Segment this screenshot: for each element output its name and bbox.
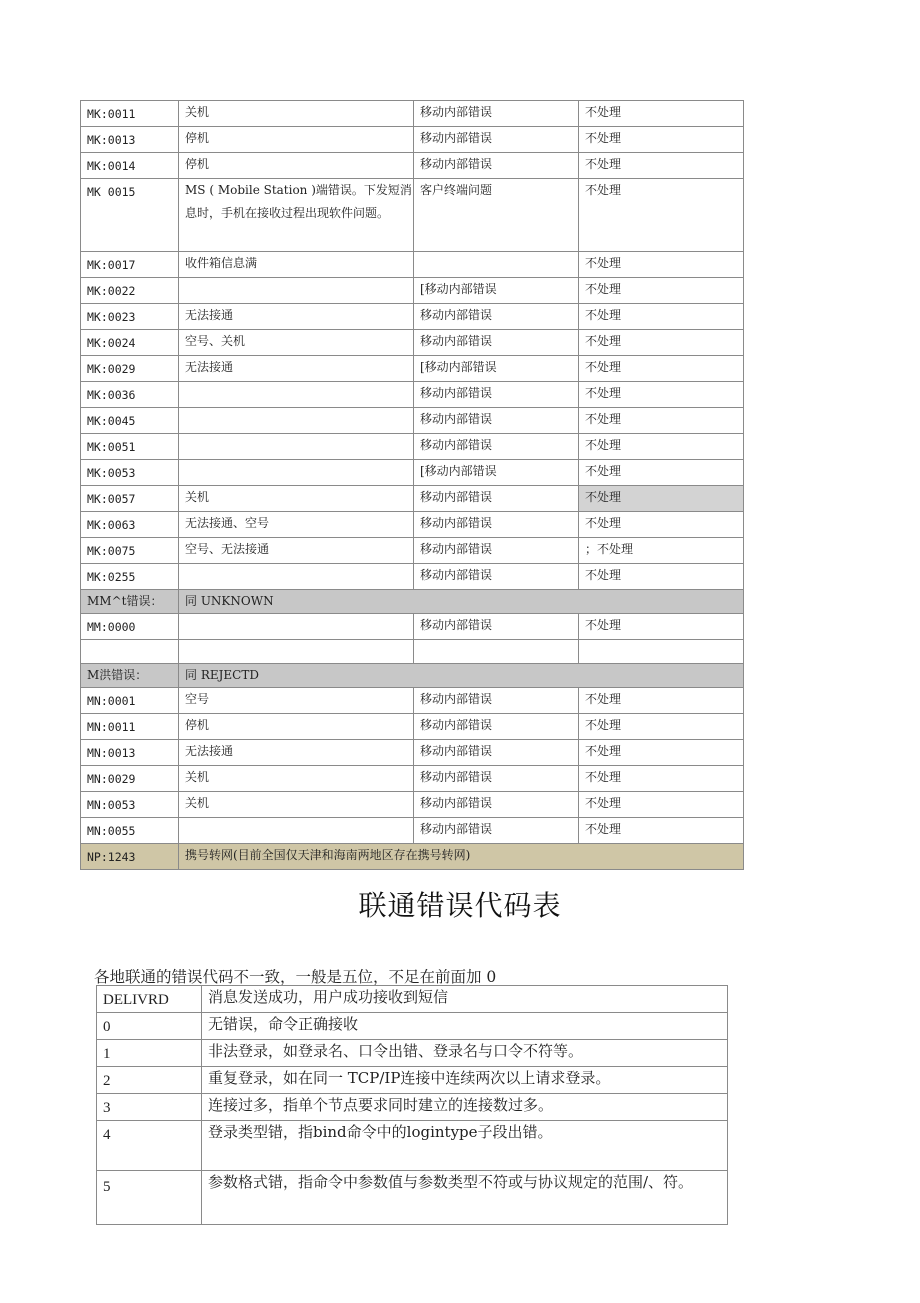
table-row — [81, 740, 744, 766]
error-description: 消息发送成功，用户成功接收到短信 — [202, 986, 728, 1013]
error-description — [179, 434, 414, 460]
table-row — [81, 179, 744, 252]
page-title: 联通错误代码表 — [358, 889, 562, 922]
error-action: 不处理 — [579, 714, 744, 740]
table-row — [97, 1171, 728, 1225]
error-cause: 移动内部错误 — [414, 792, 579, 818]
unicom-error-table — [96, 985, 728, 1225]
error-description: 无错误，命令正确接收 — [202, 1013, 728, 1040]
error-code: MN:0029 — [81, 766, 179, 792]
table-row — [81, 818, 744, 844]
error-code: MN:0055 — [81, 818, 179, 844]
error-code: 4 — [97, 1121, 202, 1171]
error-cause: 移动内部错误 — [414, 330, 579, 356]
table-row — [97, 1121, 728, 1171]
mobile-error-table — [80, 100, 744, 870]
error-action: 不处理 — [579, 408, 744, 434]
error-cause: 移动内部错误 — [414, 714, 579, 740]
error-description: 关机 — [179, 792, 414, 818]
error-action: 不处理 — [579, 127, 744, 153]
error-code: MK:0014 — [81, 153, 179, 179]
error-code: MK:0029 — [81, 356, 179, 382]
error-description: 重复登录，如在同一 TCP/IP连接中连续两次以上请求登录。 — [202, 1067, 728, 1094]
table-row — [81, 330, 744, 356]
table-row — [81, 614, 744, 640]
error-code: MK 0015 — [81, 179, 179, 252]
table-row — [97, 1013, 728, 1040]
empty-cell — [579, 640, 744, 664]
error-code: MK:0017 — [81, 252, 179, 278]
intro-text: 各地联通的错误代码不一致，一般是五位，不足在前面加 0 — [94, 968, 497, 986]
section-note: 同 REJECTD — [179, 664, 744, 688]
error-cause: 移动内部错误 — [414, 818, 579, 844]
error-description: 携号转网(目前全国仅天津和海南两地区存在携号转网) — [179, 844, 744, 870]
error-action: 不处理 — [579, 179, 744, 252]
table-row — [81, 486, 744, 512]
error-description: 无法接通 — [179, 304, 414, 330]
error-code: MK:0013 — [81, 127, 179, 153]
empty-cell — [81, 640, 179, 664]
error-action: 不处理 — [579, 766, 744, 792]
error-description: 无法接通 — [179, 740, 414, 766]
error-code: MN:0011 — [81, 714, 179, 740]
error-cause: 移动内部错误 — [414, 512, 579, 538]
error-action: 不处理 — [579, 688, 744, 714]
error-code: MN:0053 — [81, 792, 179, 818]
error-cause: [移动内部错误 — [414, 278, 579, 304]
table-row — [81, 127, 744, 153]
error-code: MK:0051 — [81, 434, 179, 460]
error-code: 1 — [97, 1040, 202, 1067]
error-code: NP:1243 — [81, 844, 179, 870]
error-code: 5 — [97, 1171, 202, 1225]
error-description — [179, 614, 414, 640]
error-action: 不处理 — [579, 382, 744, 408]
error-action: 不处理 — [579, 356, 744, 382]
error-cause: 移动内部错误 — [414, 740, 579, 766]
table-row — [81, 564, 744, 590]
error-action: 不处理 — [579, 252, 744, 278]
error-description: 关机 — [179, 766, 414, 792]
error-action: 不处理 — [579, 818, 744, 844]
error-description: 空号、无法接通 — [179, 538, 414, 564]
error-cause: 移动内部错误 — [414, 614, 579, 640]
error-code: MK:0053 — [81, 460, 179, 486]
error-description: MS ( Mobile Station )端错误。下发短消息时，手机在接收过程出现软件问题。 — [179, 179, 414, 252]
error-description: 非法登录，如登录名、口令出错、登录名与口令不符等。 — [202, 1040, 728, 1067]
blank-row — [81, 640, 744, 664]
error-cause: 移动内部错误 — [414, 153, 579, 179]
error-description: 停机 — [179, 127, 414, 153]
error-cause: 客户终端问题 — [414, 179, 579, 252]
error-code: MK:0024 — [81, 330, 179, 356]
error-action: 不处理 — [579, 614, 744, 640]
error-cause: 移动内部错误 — [414, 564, 579, 590]
error-code: MK:0045 — [81, 408, 179, 434]
error-action: 不处理 — [579, 101, 744, 127]
table-row — [81, 278, 744, 304]
error-action: 不处理 — [579, 740, 744, 766]
error-code: MK:0011 — [81, 101, 179, 127]
error-action: 不处理 — [579, 512, 744, 538]
error-description: 参数格式错，指命令中参数值与参数类型不符或与协议规定的范围/、符。 — [202, 1171, 728, 1225]
error-description: 收件箱信息满 — [179, 252, 414, 278]
table-row — [97, 1094, 728, 1121]
error-code: MK:0057 — [81, 486, 179, 512]
error-cause: [移动内部错误 — [414, 356, 579, 382]
table-row — [97, 1040, 728, 1067]
error-description — [179, 564, 414, 590]
error-action: 不处理 — [579, 153, 744, 179]
error-action: 不处理 — [579, 486, 744, 512]
table-row — [97, 986, 728, 1013]
empty-cell — [414, 640, 579, 664]
error-action: 不处理 — [579, 460, 744, 486]
error-description: 无法接通 — [179, 356, 414, 382]
error-cause: 移动内部错误 — [414, 538, 579, 564]
error-cause: 移动内部错误 — [414, 382, 579, 408]
error-code: MK:0022 — [81, 278, 179, 304]
error-code: MK:0255 — [81, 564, 179, 590]
error-cause: 移动内部错误 — [414, 766, 579, 792]
section-label: MM^t错误： — [81, 590, 179, 614]
error-cause: 移动内部错误 — [414, 434, 579, 460]
error-code: MK:0063 — [81, 512, 179, 538]
error-code: MK:0023 — [81, 304, 179, 330]
error-cause: 移动内部错误 — [414, 304, 579, 330]
error-code: MK:0036 — [81, 382, 179, 408]
error-code: MN:0001 — [81, 688, 179, 714]
table-row — [81, 382, 744, 408]
table-row — [81, 538, 744, 564]
error-action: ；不处理 — [579, 538, 744, 564]
error-cause: 移动内部错误 — [414, 101, 579, 127]
table-row — [81, 792, 744, 818]
error-code: 3 — [97, 1094, 202, 1121]
error-description — [179, 818, 414, 844]
table-row — [81, 356, 744, 382]
table-row — [81, 512, 744, 538]
table-row — [81, 304, 744, 330]
table-row — [97, 1067, 728, 1094]
table-row — [81, 766, 744, 792]
error-code: 0 — [97, 1013, 202, 1040]
error-description — [179, 382, 414, 408]
error-cause: [移动内部错误 — [414, 460, 579, 486]
error-action: 不处理 — [579, 434, 744, 460]
section-label: M洪错误： — [81, 664, 179, 688]
table-row — [81, 460, 744, 486]
error-code: MK:0075 — [81, 538, 179, 564]
table-row — [81, 153, 744, 179]
error-code: DELIVRD — [97, 986, 202, 1013]
table-row — [81, 434, 744, 460]
error-description — [179, 460, 414, 486]
error-action: 不处理 — [579, 304, 744, 330]
error-description: 空号 — [179, 688, 414, 714]
table-row — [81, 101, 744, 127]
error-cause — [414, 252, 579, 278]
error-description: 停机 — [179, 153, 414, 179]
error-description: 登录类型错，指bind命令中的logintype子段出错。 — [202, 1121, 728, 1171]
error-action: 不处理 — [579, 564, 744, 590]
error-cause: 移动内部错误 — [414, 408, 579, 434]
empty-cell — [179, 640, 414, 664]
error-description: 无法接通、空号 — [179, 512, 414, 538]
table-row — [81, 408, 744, 434]
error-action: 不处理 — [579, 330, 744, 356]
error-description: 停机 — [179, 714, 414, 740]
error-cause: 移动内部错误 — [414, 127, 579, 153]
section-header-row — [81, 590, 744, 614]
error-cause: 移动内部错误 — [414, 688, 579, 714]
section-note: 同 UNKNOWN — [179, 590, 744, 614]
table-row — [81, 688, 744, 714]
error-description: 关机 — [179, 101, 414, 127]
error-description — [179, 278, 414, 304]
error-description: 空号、关机 — [179, 330, 414, 356]
error-cause: 移动内部错误 — [414, 486, 579, 512]
np-row — [81, 844, 744, 870]
error-code: 2 — [97, 1067, 202, 1094]
table-row — [81, 252, 744, 278]
error-description: 连接过多，指单个节点要求同时建立的连接数过多。 — [202, 1094, 728, 1121]
error-code: MM:0000 — [81, 614, 179, 640]
error-action: 不处理 — [579, 792, 744, 818]
error-description — [179, 408, 414, 434]
table-row — [81, 714, 744, 740]
error-action: 不处理 — [579, 278, 744, 304]
error-code: MN:0013 — [81, 740, 179, 766]
error-description: 关机 — [179, 486, 414, 512]
section-header-row — [81, 664, 744, 688]
